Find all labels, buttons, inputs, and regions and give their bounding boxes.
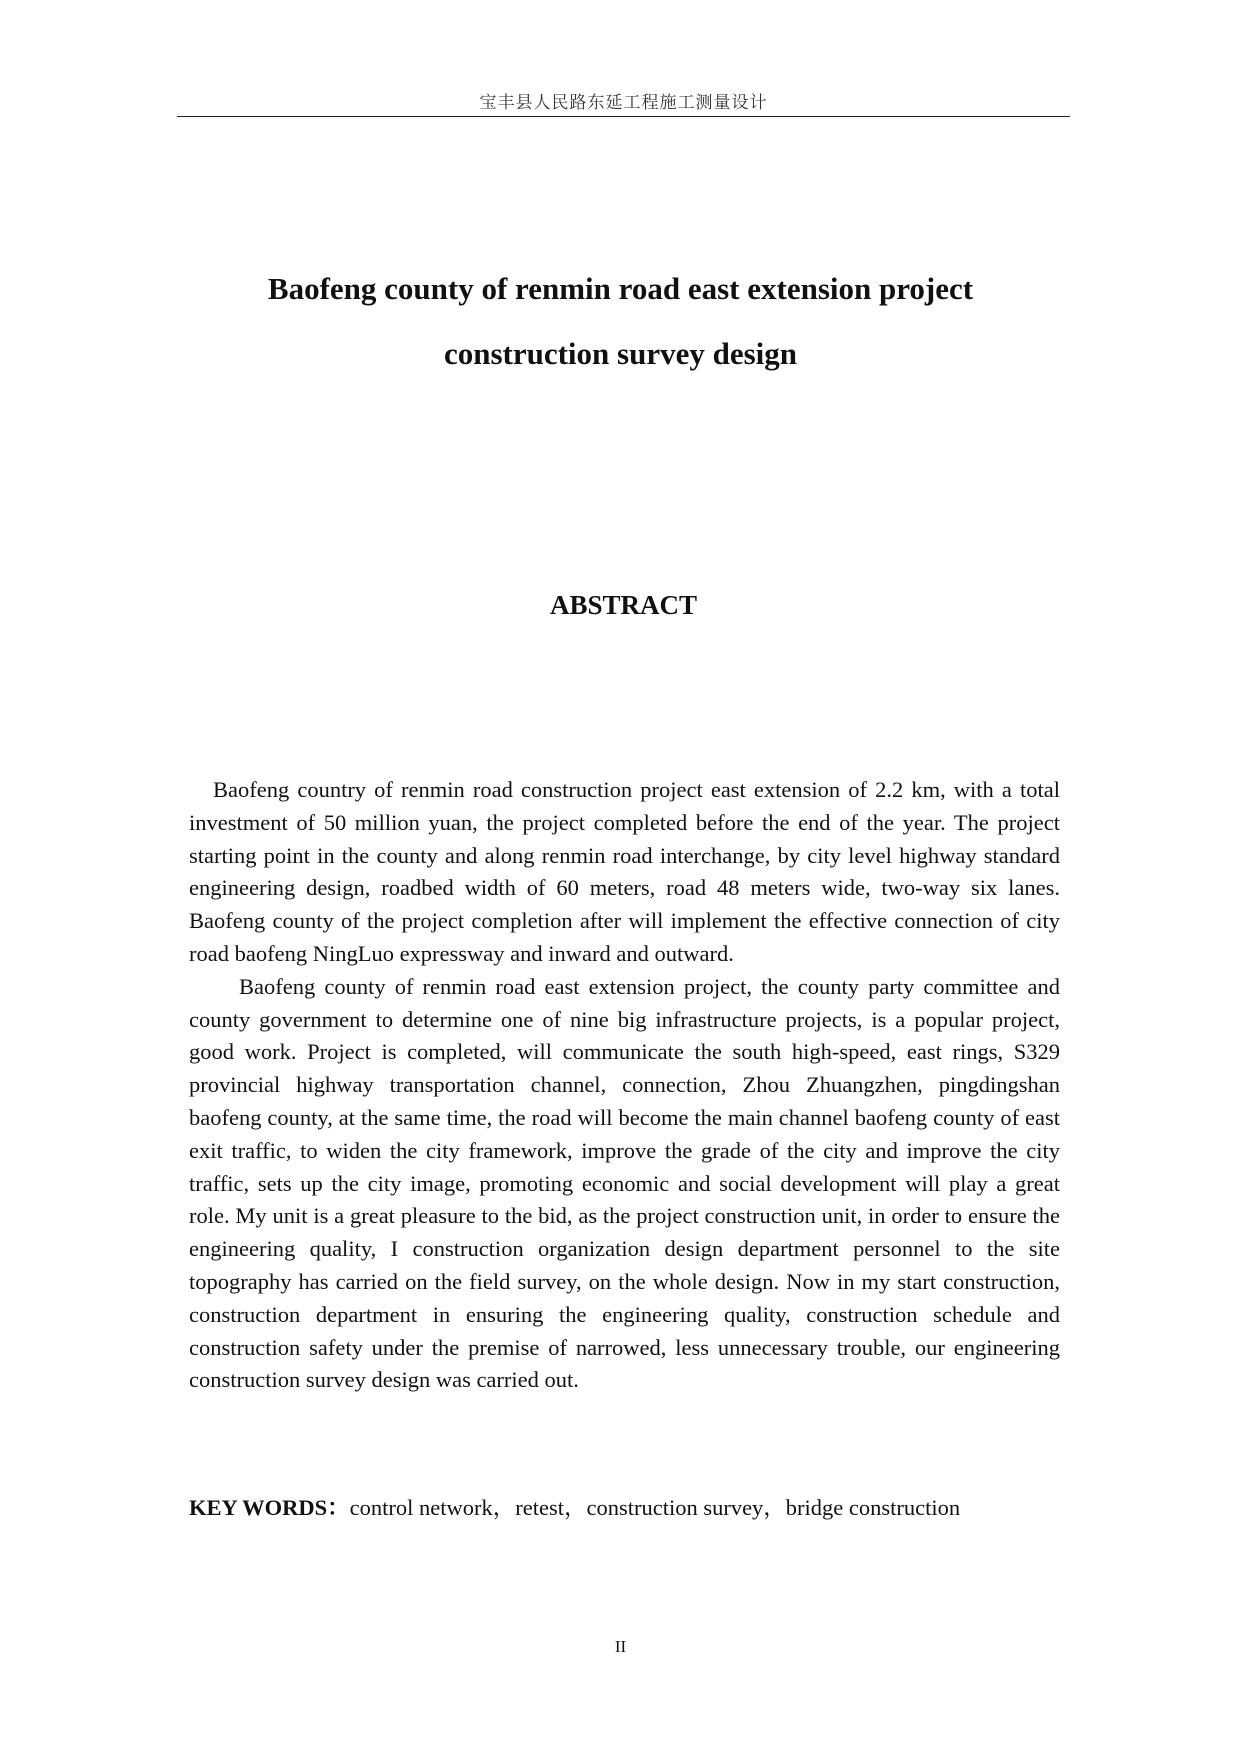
header-divider xyxy=(177,116,1070,117)
title-line-1: Baofeng county of renmin road east extension project xyxy=(267,271,974,306)
page-number: II xyxy=(614,1637,627,1656)
abstract-paragraph: Baofeng county of renmin road east extension project, the county party committee and county government to determine one of nine big infrastructure projects, is a popular project, good work. Project is completed, will communicate the south high-speed, east rings, S329 provincial highway transportation channel, connection, Zhou Zhuangzhen, pingdingshan baofeng county, at the same time, the road will become the main channel baofeng county of east exit traffic, to widen the city framework, improve the grade of the city and improve the city traffic, sets up the city image, promoting economic and social development will play a great role. My unit is a great pleasure to the bid, as the project construction unit, in order to ensure the engineering quality, I construction organization design department personnel to the site topography has carried on the field survey, on the whole design. Now in my start construction, construction department in ensuring the engineering quality, construction schedule and construction safety under the premise of narrowed, less unnecessary trouble, our engineering construction survey design was carried out. xyxy=(189,973,1060,1393)
abstract-heading: ABSTRACT xyxy=(549,590,698,620)
title-line-2: construction survey design xyxy=(443,336,798,371)
keywords-list: control network，retest，construction survey，bridge construction xyxy=(349,1495,961,1520)
keywords-line xyxy=(189,1492,1089,1524)
running-header: 宝丰县人民路东延工程施工测量设计 xyxy=(479,93,768,113)
abstract-paragraph: Baofeng country of renmin road construction project east extension of 2.2 km, with a total investment of 50 million yuan, the project completed before the end of the year. The project starting point in the county and along renmin road interchange, by city level highway standard engineering design, roadbed width of 60 meters, road 48 meters wide, two-way six lanes. Baofeng county of the project completion after will implement the effective connection of city road baofeng NingLuo expressway and inward and outward. xyxy=(189,777,1060,966)
document-title xyxy=(150,256,1091,386)
abstract-body xyxy=(189,774,1060,1397)
keywords-label: KEY WORDS： xyxy=(189,1495,350,1520)
